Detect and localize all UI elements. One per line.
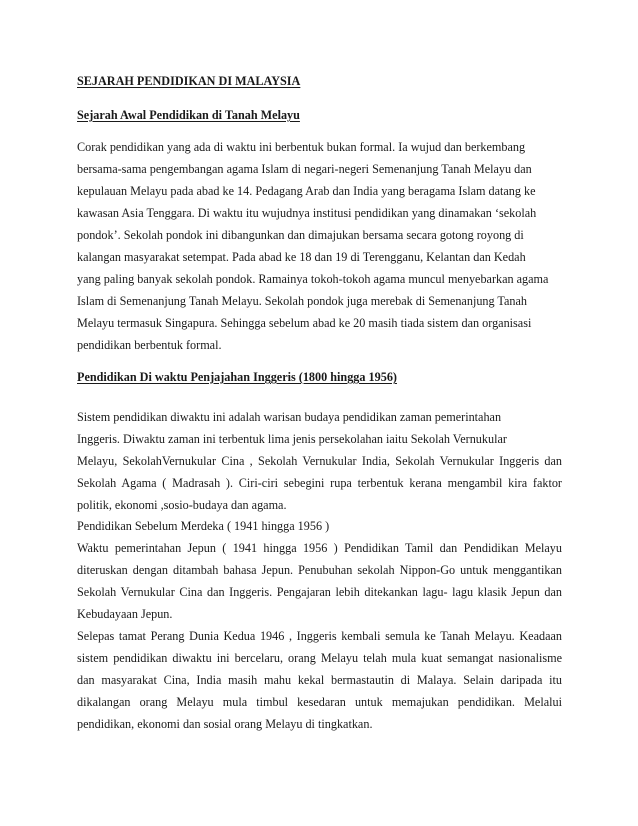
section2-heading: Pendidikan Di waktu Penjajahan Inggeris (1800 hingga 1956) bbox=[77, 370, 397, 384]
section2-line: Waktu pemerintahan Jepun ( 1941 hingga 1956 ) Pendidikan Tamil dan Pendidikan Melayu bbox=[77, 541, 562, 555]
section2-line: Sekolah Vernukular Cina dan Inggeris. Pengajaran lebih ditekankan lagu- lagu klasik Jepun dan bbox=[77, 585, 562, 599]
subsection-heading: Pendidikan Sebelum Merdeka ( 1941 hingga 1956 ) bbox=[77, 519, 330, 533]
section2-line: diteruskan dengan ditambah bahasa Jepun. Penubuhan sekolah Nippon-Go untuk menggantikan bbox=[77, 563, 562, 577]
section2-line: Sistem pendidikan diwaktu ini adalah warisan budaya pendidikan zaman pemerintahan bbox=[77, 410, 502, 424]
section1-line: pondok’. Sekolah pondok ini dibangunkan dan dimajukan bersama secara gotong royong di bbox=[77, 228, 524, 242]
section1-line: Melayu termasuk Singapura. Sehingga sebelum abad ke 20 masih tiada sistem dan organisasi bbox=[77, 316, 532, 330]
section2-line: sistem pendidikan diwaktu ini bercelaru, orang Melayu telah mula kuat semangat nasionalisme bbox=[77, 651, 562, 665]
section2-line: pendidikan, ekonomi dan sosial orang Melayu di tingkatkan. bbox=[77, 717, 373, 731]
document-title: SEJARAH PENDIDIKAN DI MALAYSIA bbox=[77, 74, 301, 88]
section1-line: kawasan Asia Tenggara. Di waktu itu wujudnya institusi pendidikan yang dinamakan ‘sekolah bbox=[77, 206, 537, 220]
section1-line: kalangan masyarakat setempat. Pada abad ke 18 dan 19 di Terengganu, Kelantan dan Kedah bbox=[77, 250, 526, 264]
section1-line: yang paling banyak sekolah pondok. Ramainya tokoh-tokoh agama muncul menyebarkan agama bbox=[77, 272, 549, 286]
section1-line: Islam di Semenanjung Tanah Melayu. Sekolah pondok juga merebak di Semenanjung Tanah bbox=[77, 294, 528, 308]
section2-line: Inggeris. Diwaktu zaman ini terbentuk lima jenis persekolahan iaitu Sekolah Vernukular bbox=[77, 432, 507, 446]
section1-line: bersama-sama pengembangan agama Islam di negari-negeri Semenanjung Tanah Melayu dan bbox=[77, 162, 532, 176]
section2-line: dan masyarakat Cina, India masih mahu kekal bermastautin di Malaya. Selain daripada itu bbox=[77, 673, 562, 687]
section2-line: Sekolah Agama ( Madrasah ). Ciri-ciri sebegini rupa terbentuk kerana mengambil kira faktor bbox=[77, 476, 562, 490]
section1-line: Corak pendidikan yang ada di waktu ini berbentuk bukan formal. Ia wujud dan berkembang bbox=[77, 140, 526, 154]
section1-line: pendidikan berbentuk formal. bbox=[77, 338, 222, 352]
section2-line: Kebudayaan Jepun. bbox=[77, 607, 173, 621]
section2-line: Melayu, SekolahVernukular Cina , Sekolah Vernukular India, Sekolah Vernukular Inggeris dan bbox=[77, 454, 562, 468]
section2-line: Selepas tamat Perang Dunia Kedua 1946 , Inggeris kembali semula ke Tanah Melayu. Keadaan bbox=[77, 629, 562, 643]
section1-line: kepulauan Melayu pada abad ke 14. Pedagang Arab dan India yang beragama Islam datang ke bbox=[77, 184, 536, 198]
section1-heading: Sejarah Awal Pendidikan di Tanah Melayu bbox=[77, 108, 300, 122]
section2-line: dikalangan orang Melayu mula timbul kesedaran untuk memajukan pendidikan. Melalui bbox=[77, 695, 562, 709]
section2-line: politik, ekonomi ,sosio-budaya dan agama. bbox=[77, 498, 287, 512]
